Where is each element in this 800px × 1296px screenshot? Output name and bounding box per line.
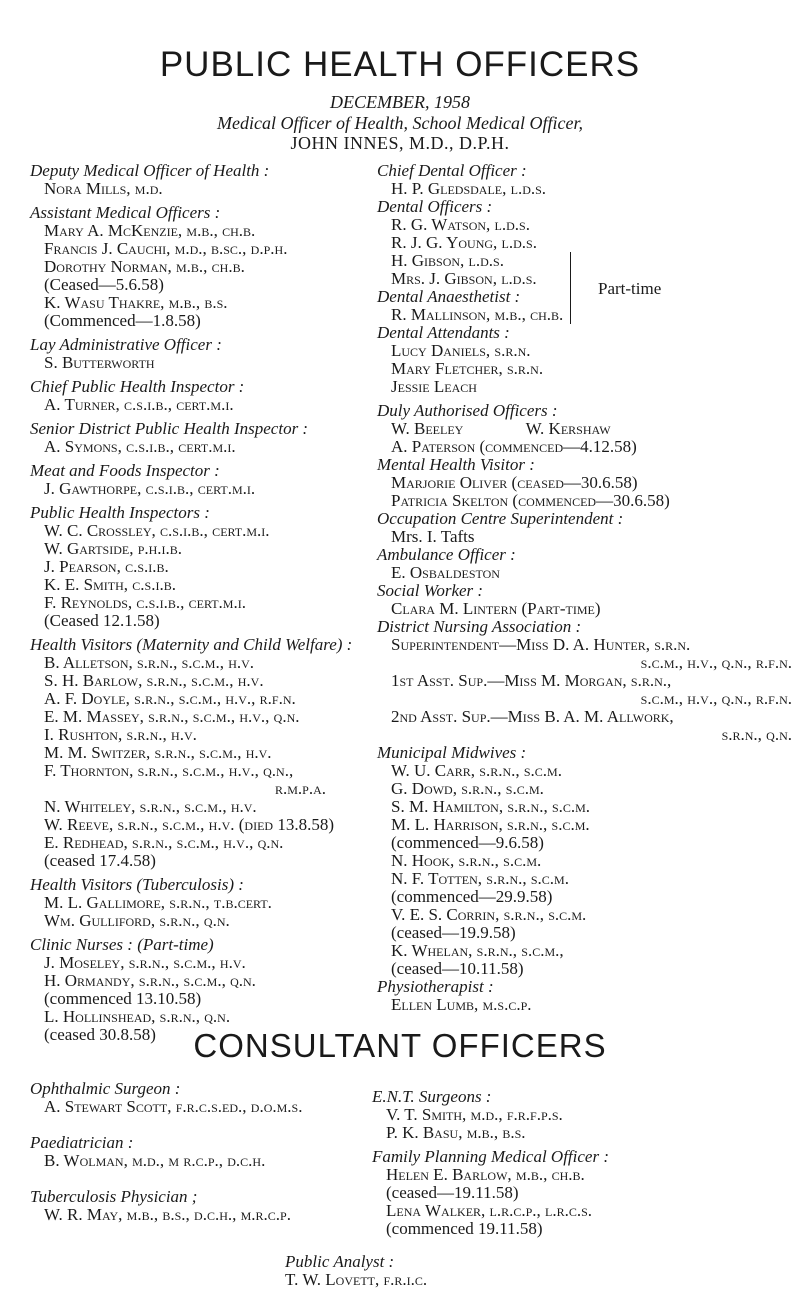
staff-entry: K. Whelan, s.r.n., s.c.m., <box>391 941 564 960</box>
staff-entry: S. H. Barlow, s.r.n., s.c.m., h.v. <box>44 671 264 690</box>
staff-entry: Marjorie Oliver (ceased—30.6.58) <box>391 473 638 492</box>
staff-entry: R. G. Watson, l.d.s. <box>391 215 530 234</box>
staff-note: (ceased—19.11.58) <box>386 1183 519 1202</box>
left-column <box>30 162 375 1044</box>
staff-entry: V. T. Smith, m.d., f.r.f.p.s. <box>386 1105 563 1124</box>
staff-note: (ceased 30.8.58) <box>44 1025 156 1044</box>
staff-entry: Helen E. Barlow, m.b., ch.b. <box>386 1165 585 1184</box>
section-title: Ambulance Officer : <box>377 545 516 564</box>
staff-note: (Commenced—1.8.58) <box>44 311 201 330</box>
staff-entry: Jessie Leach <box>391 377 477 396</box>
section-title: Duly Authorised Officers : <box>377 401 558 420</box>
section-title: Tuberculosis Physician ; <box>30 1187 198 1206</box>
staff-name: W. Beeley <box>391 419 464 438</box>
consultant-right <box>372 1088 792 1238</box>
staff-entry: Dorothy Norman, m.b., ch.b. <box>44 257 245 276</box>
report-date: DECEMBER, 1958 <box>330 92 470 112</box>
section-title: Public Analyst : <box>285 1252 395 1271</box>
staff-note: (ceased—19.9.58) <box>391 923 516 942</box>
staff-entry: 1st Asst. Sup.—Miss M. Morgan, s.r.n., <box>391 671 672 690</box>
section-title: Health Visitors (Maternity and Child Welfare) : <box>30 635 353 654</box>
section-title: Municipal Midwives : <box>377 743 527 762</box>
staff-entry: W. U. Carr, s.r.n., s.c.m. <box>391 761 562 780</box>
section-title: Paediatrician : <box>30 1133 134 1152</box>
staff-entry: E. Osbaldeston <box>391 563 500 582</box>
staff-entry: Lucy Daniels, s.r.n. <box>391 341 531 360</box>
staff-entry: A. Paterson (commenced—4.12.58) <box>391 437 637 456</box>
staff-entry: W. Gartside, p.h.i.b. <box>44 539 183 558</box>
staff-entry: E. M. Massey, s.r.n., s.c.m., h.v., q.n. <box>44 707 300 726</box>
staff-entry: Wm. Gulliford, s.r.n., q.n. <box>44 911 230 930</box>
staff-name: W. Kershaw <box>525 419 611 438</box>
staff-entry: R. J. G. Young, l.d.s. <box>391 233 537 252</box>
staff-note: (commenced—9.6.58) <box>391 833 544 852</box>
section-title: Dental Attendants : <box>377 323 510 342</box>
staff-entry: N. Whiteley, s.r.n., s.c.m., h.v. <box>44 797 257 816</box>
staff-entry: A. Turner, c.s.i.b., cert.m.i. <box>44 395 234 414</box>
staff-entry: N. Hook, s.r.n., s.c.m. <box>391 851 542 870</box>
section-title: Chief Public Health Inspector : <box>30 377 245 396</box>
staff-entry: 2nd Asst. Sup.—Miss B. A. M. Allwork, <box>391 707 674 726</box>
staff-note: (Ceased 12.1.58) <box>44 611 160 630</box>
staff-entry: V. E. S. Corrin, s.r.n., s.c.m. <box>391 905 587 924</box>
staff-note: (Ceased—5.6.58) <box>44 275 164 294</box>
part-time-brace <box>562 252 571 324</box>
staff-entry: M. L. Harrison, s.r.n., s.c.m. <box>391 815 590 834</box>
page-title: PUBLIC HEALTH OFFICERS <box>159 45 641 84</box>
section-title: Dental Officers : <box>377 197 493 216</box>
staff-entry: W. R. May, m.b., b.s., d.c.h., m.r.c.p. <box>44 1205 291 1224</box>
staff-entry: I. Rushton, s.r.n., h.v. <box>44 725 197 744</box>
staff-entry: Mary A. McKenzie, m.b., ch.b. <box>44 221 256 240</box>
section-title: Family Planning Medical Officer : <box>372 1147 609 1166</box>
staff-entry: E. Redhead, s.r.n., s.c.m., h.v., q.n. <box>44 833 284 852</box>
section-title: Mental Health Visitor : <box>377 455 535 474</box>
staff-entry: F. Thornton, s.r.n., s.c.m., h.v., q.n., <box>44 761 294 780</box>
staff-entry: Ellen Lumb, m.s.c.p. <box>391 995 532 1014</box>
staff-entry-cont: s.r.n., q.n. <box>721 725 792 744</box>
staff-entry: N. F. Totten, s.r.n., s.c.m. <box>391 869 569 888</box>
staff-entry: J. Moseley, s.r.n., s.c.m., h.v. <box>44 953 246 972</box>
moh-title: Medical Officer of Health, School Medical Officer, <box>217 113 583 133</box>
staff-entry: K. E. Smith, c.s.i.b. <box>44 575 176 594</box>
moh-name: JOHN INNES, M.D., D.P.H. <box>290 133 510 153</box>
staff-entry: J. Gawthorpe, c.s.i.b., cert.m.i. <box>44 479 256 498</box>
staff-entry: A. F. Doyle, s.r.n., s.c.m., h.v., r.f.n. <box>44 689 296 708</box>
staff-entry: G. Dowd, s.r.n., s.c.m. <box>391 779 544 798</box>
staff-entry: Francis J. Cauchi, m.d., b.sc., d.p.h. <box>44 239 288 258</box>
staff-entry: P. K. Basu, m.b., b.s. <box>386 1123 526 1142</box>
staff-entry: T. W. Lovett, f.r.i.c. <box>285 1270 428 1289</box>
staff-entry: M. L. Gallimore, s.r.n., t.b.cert. <box>44 893 272 912</box>
staff-entry: Clara M. Lintern (Part-time) <box>391 599 601 618</box>
section-title: Dental Anaesthetist : <box>377 287 521 306</box>
staff-note: (commenced 13.10.58) <box>44 989 202 1008</box>
section-title: Social Worker : <box>377 581 484 600</box>
staff-entry-cont: r.m.p.a. <box>275 779 327 798</box>
staff-entry: A. Symons, c.s.i.b., cert.m.i. <box>44 437 236 456</box>
staff-entry: Mrs. J. Gibson, l.d.s. <box>391 269 537 288</box>
section-title: Meat and Foods Inspector : <box>30 461 220 480</box>
staff-entry: F. Reynolds, c.s.i.b., cert.m.i. <box>44 593 246 612</box>
part-time-label: Part-time <box>598 279 662 298</box>
staff-entry: Lena Walker, l.r.c.p., l.r.c.s. <box>386 1201 593 1220</box>
section-title: Health Visitors (Tuberculosis) : <box>30 875 244 894</box>
staff-note: (ceased 17.4.58) <box>44 851 156 870</box>
staff-entry: Nora Mills, m.d. <box>44 179 163 198</box>
section-title: Lay Administrative Officer : <box>30 335 222 354</box>
staff-entry: H. Gibson, l.d.s. <box>391 251 504 270</box>
staff-entry: Superintendent—Miss D. A. Hunter, s.r.n. <box>391 635 691 654</box>
section-title: District Nursing Association : <box>377 617 582 636</box>
section-title: Deputy Medical Officer of Health : <box>30 161 270 180</box>
staff-entry: S. Butterworth <box>44 353 155 372</box>
section-title: Physiotherapist : <box>377 977 494 996</box>
staff-entry: Patricia Skelton (commenced—30.6.58) <box>391 491 670 510</box>
staff-entry: A. Stewart Scott, f.r.c.s.ed., d.o.m.s. <box>44 1097 303 1116</box>
right-column <box>377 162 792 1014</box>
staff-entry: M. M. Switzer, s.r.n., s.c.m., h.v. <box>44 743 272 762</box>
staff-entry: R. Mallinson, m.b., ch.b. <box>391 305 564 324</box>
staff-note: (commenced 19.11.58) <box>386 1219 543 1238</box>
staff-note: (commenced—29.9.58) <box>391 887 553 906</box>
section-title: Chief Dental Officer : <box>377 161 527 180</box>
staff-entry-cont: s.c.m., h.v., q.n., r.f.n. <box>640 689 792 708</box>
section-title: Public Health Inspectors : <box>30 503 210 522</box>
staff-entry: W. Reeve, s.r.n., s.c.m., h.v. (died 13.8.58) <box>44 815 334 834</box>
staff-entry: L. Hollinshead, s.r.n., q.n. <box>44 1007 231 1026</box>
staff-entry <box>377 420 792 438</box>
section-title: E.N.T. Surgeons : <box>372 1087 492 1106</box>
section-title: Occupation Centre Superintendent : <box>377 509 624 528</box>
staff-entry: K. Wasu Thakre, m.b., b.s. <box>44 293 228 312</box>
staff-entry-cont: s.c.m., h.v., q.n., r.f.n. <box>640 653 792 672</box>
staff-entry: H. Ormandy, s.r.n., s.c.m., q.n. <box>44 971 256 990</box>
staff-entry: S. M. Hamilton, s.r.n., s.c.m. <box>391 797 591 816</box>
consultant-left <box>30 1080 360 1224</box>
public-analyst <box>285 1253 685 1289</box>
staff-entry: W. C. Crossley, c.s.i.b., cert.m.i. <box>44 521 270 540</box>
staff-note: (ceased—10.11.58) <box>391 959 524 978</box>
consultant-title: CONSULTANT OFFICERS <box>193 1027 607 1064</box>
staff-entry: B. Alletson, s.r.n., s.c.m., h.v. <box>44 653 255 672</box>
section-title: Clinic Nurses : (Part-time) <box>30 935 214 954</box>
staff-entry: B. Wolman, m.d., m r.c.p., d.c.h. <box>44 1151 266 1170</box>
section-title: Senior District Public Health Inspector : <box>30 419 309 438</box>
staff-entry: Mrs. I. Tafts <box>391 527 475 546</box>
staff-entry: H. P. Gledsdale, l.d.s. <box>391 179 547 198</box>
section-title: Ophthalmic Surgeon : <box>30 1079 181 1098</box>
section-title: Assistant Medical Officers : <box>30 203 221 222</box>
staff-entry: J. Pearson, c.s.i.b. <box>44 557 169 576</box>
staff-entry: Mary Fletcher, s.r.n. <box>391 359 544 378</box>
